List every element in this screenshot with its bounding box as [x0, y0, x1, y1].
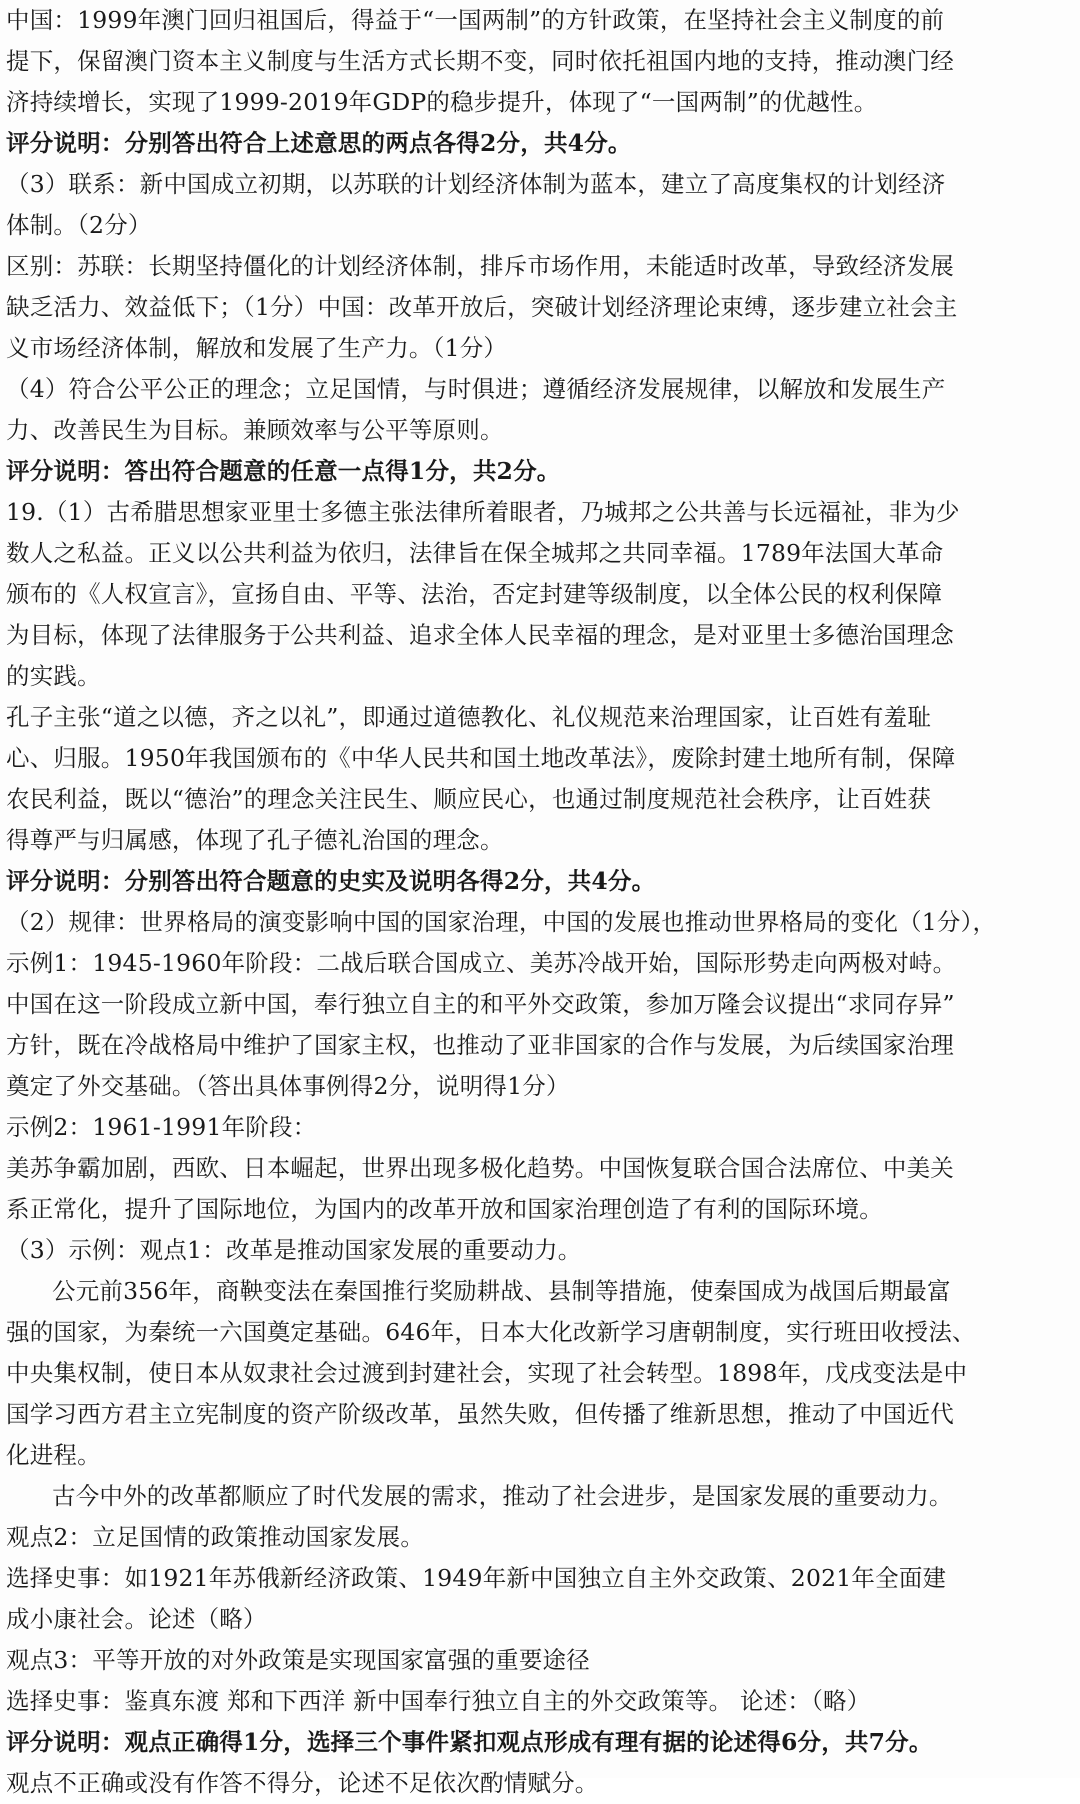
text-line: 缺乏活力、效益低下；（1分）中国：改革开放后，突破计划经济理论束缚，逐步建立社会主 [6, 293, 958, 321]
text-line: （3）联系：新中国成立初期，以苏联的计划经济体制为蓝本，建立了高度集权的计划经济 [6, 170, 946, 198]
text-line: 观点不正确或没有作答不得分，论述不足依次酌情赋分。 [6, 1769, 599, 1797]
text-line: 强的国家，为秦统一六国奠定基础。646年，日本大化改新学习唐朝制度，实行班田收授法、 [6, 1318, 976, 1346]
text-line: 的实践。 [6, 662, 101, 690]
scoring-note-line: 评分说明：分别答出符合上述意思的两点各得2分，共4分。 [6, 129, 632, 157]
text-line: 成小康社会。论述（略） [6, 1605, 267, 1633]
text-line: 示例2：1961-1991年阶段： [6, 1113, 317, 1141]
text-line: 古今中外的改革都顺应了时代发展的需求，推动了社会进步，是国家发展的重要动力。 [52, 1482, 953, 1510]
text-line: 得尊严与归属感，体现了孔子德礼治国的理念。 [6, 826, 504, 854]
text-line: 心、归服。1950年我国颁布的《中华人民共和国土地改革法》，废除封建土地所有制，保障 [6, 744, 956, 772]
text-line: 义市场经济体制，解放和发展了生产力。（1分） [6, 334, 508, 362]
text-line: （3）示例：观点1：改革是推动国家发展的重要动力。 [6, 1236, 582, 1264]
text-line: 国学习西方君主立宪制度的资产阶级改革，虽然失败，但传播了维新思想，推动了中国近代 [6, 1400, 954, 1428]
text-line: 中国在这一阶段成立新中国，奉行独立自主的和平外交政策，参加万隆会议提出“求同存异” [6, 990, 955, 1018]
answer-text-block [6, 0, 1080, 1804]
scoring-note-line: 评分说明：观点正确得1分，选择三个事件紧扣观点形成有理有据的论述得6分，共7分。 [6, 1728, 933, 1756]
text-line: 示例1：1945-1960年阶段：二战后联合国成立、美苏冷战开始，国际形势走向两极对峙。 [6, 949, 957, 977]
text-line: 奠定了外交基础。（答出具体事例得2分，说明得1分） [6, 1072, 570, 1100]
text-line: 公元前356年，商鞅变法在秦国推行奖励耕战、县制等措施，使秦国成为战国后期最富 [52, 1277, 951, 1305]
text-line: 方针，既在冷战格局中维护了国家主权，也推动了亚非国家的合作与发展，为后续国家治理 [6, 1031, 954, 1059]
text-line: 区别：苏联：长期坚持僵化的计划经济体制，排斥市场作用，未能适时改革，导致经济发展 [6, 252, 954, 280]
text-line: 中国：1999年澳门回归祖国后，得益于“一国两制”的方针政策，在坚持社会主义制度的前 [6, 6, 945, 34]
text-line: 美苏争霸加剧，西欧、日本崛起，世界出现多极化趋势。中国恢复联合国合法席位、中美关 [6, 1154, 954, 1182]
text-line: 体制。（2分） [6, 211, 152, 239]
text-line: 力、改善民生为目标。兼顾效率与公平等原则。 [6, 416, 504, 444]
text-line: 为目标，体现了法律服务于公共利益、追求全体人民幸福的理念，是对亚里士多德治国理念 [6, 621, 954, 649]
text-line: 观点3：平等开放的对外政策是实现国家富强的重要途径 [6, 1646, 590, 1674]
text-line: 中央集权制，使日本从奴隶社会过渡到封建社会，实现了社会转型。1898年，戊戌变法是中 [6, 1359, 968, 1387]
scoring-note-line: 评分说明：分别答出符合题意的史实及说明各得2分，共4分。 [6, 867, 656, 895]
text-line: 济持续增长，实现了1999-2019年GDP的稳步提升，体现了“一国两制”的优越性。 [6, 88, 878, 116]
text-line: 提下，保留澳门资本主义制度与生活方式长期不变，同时依托祖国内地的支持，推动澳门经 [6, 47, 954, 75]
text-line: 孔子主张“道之以德，齐之以礼”，即通过道德教化、礼仪规范来治理国家，让百姓有羞耻 [6, 703, 932, 731]
text-line: 19.（1）古希腊思想家亚里士多德主张法律所着眼者，乃城邦之公共善与长远福祉，非为少 [6, 498, 960, 526]
text-line: 数人之私益。正义以公共利益为依归，法律旨在保全城邦之共同幸福。1789年法国大革命 [6, 539, 944, 567]
text-line: （4）符合公平公正的理念；立足国情，与时俱进；遵循经济发展规律，以解放和发展生产 [6, 375, 946, 403]
text-line: 观点2：立足国情的政策推动国家发展。 [6, 1523, 425, 1551]
text-line: 化进程。 [6, 1441, 101, 1469]
text-line: 系正常化，提升了国际地位，为国内的改革开放和国家治理创造了有利的国际环境。 [6, 1195, 883, 1223]
text-line: 颁布的《人权宣言》，宣扬自由、平等、法治，否定封建等级制度，以全体公民的权利保障 [6, 580, 943, 608]
text-line: 农民利益，既以“德治”的理念关注民生、顺应民心，也通过制度规范社会秩序，让百姓获 [6, 785, 932, 813]
scoring-note-line: 评分说明：答出符合题意的任意一点得1分，共2分。 [6, 457, 561, 485]
text-line: （2）规律：世界格局的演变影响中国的国家治理，中国的发展也推动世界格局的变化（1分）， [6, 908, 997, 936]
text-line: 选择史事：鉴真东渡 郑和下西洋 新中国奉行独立自主的外交政策等。 论述：（略） [6, 1687, 871, 1715]
text-line: 选择史事：如1921年苏俄新经济政策、1949年新中国独立自主外交政策、2021年全面建 [6, 1564, 947, 1592]
